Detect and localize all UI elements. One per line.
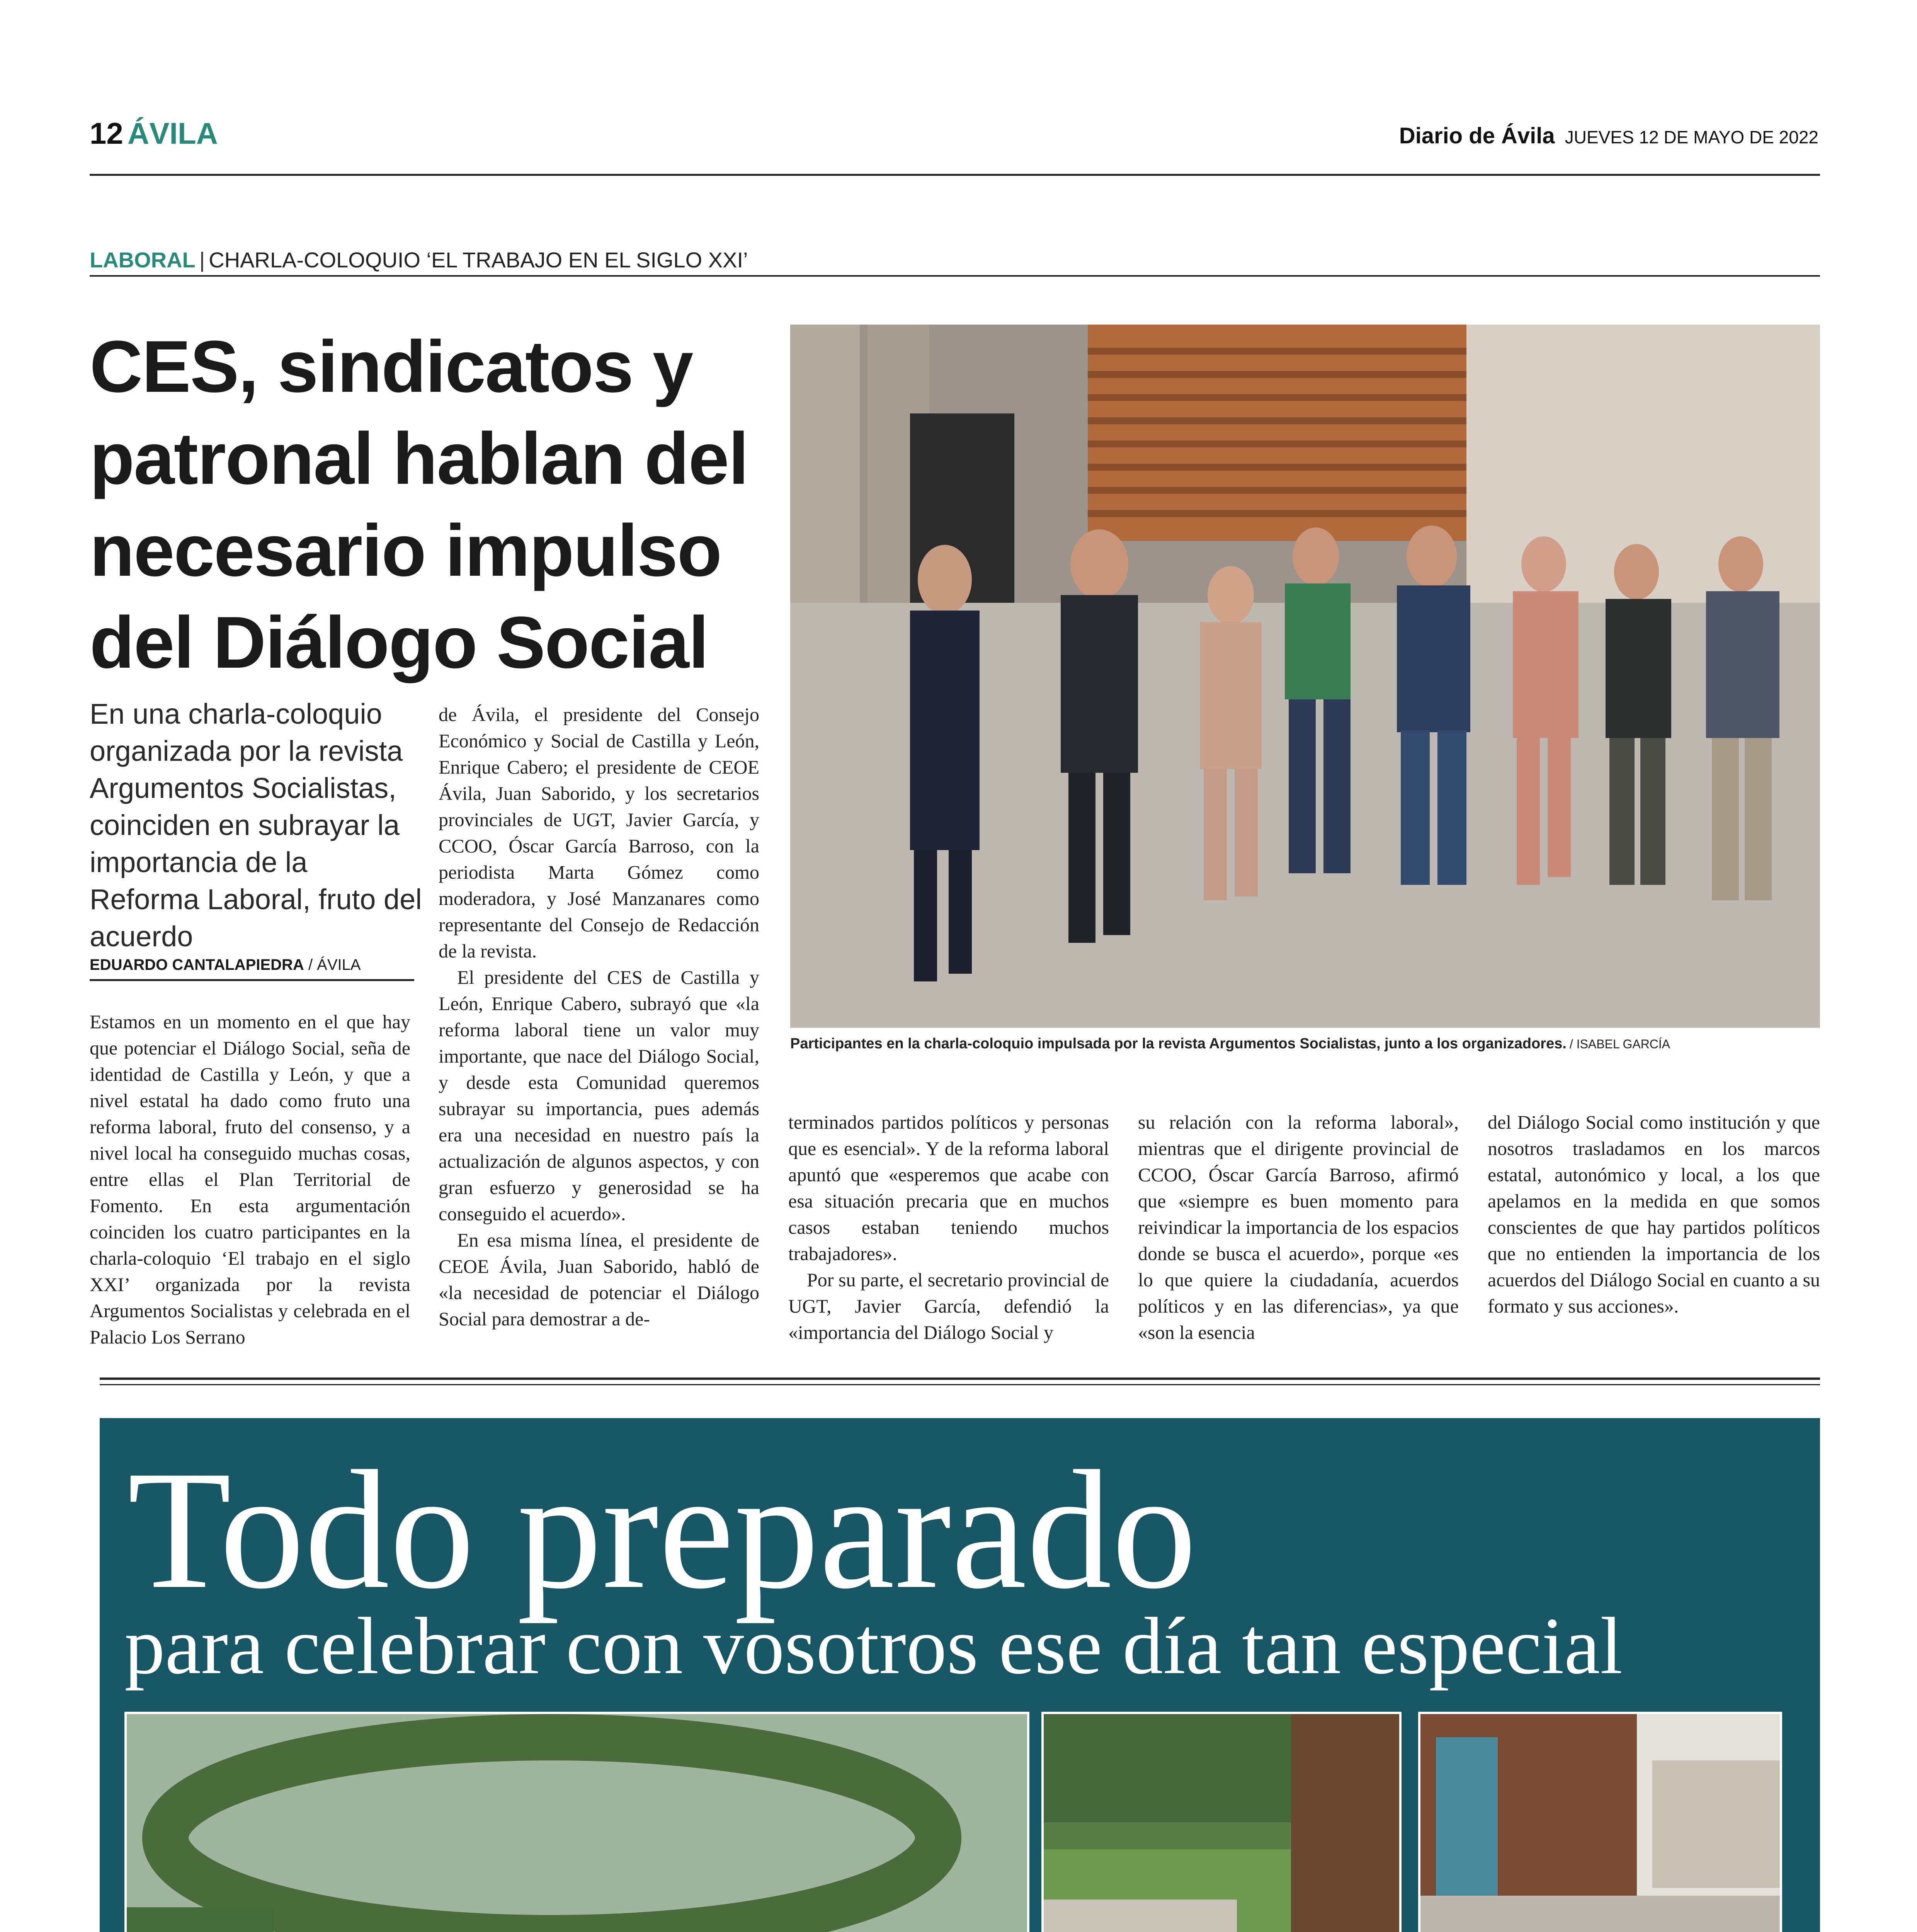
article-column-5 bbox=[1488, 1109, 1820, 1319]
article-column-2 bbox=[439, 701, 759, 1332]
ad-separator-top bbox=[100, 1378, 1820, 1380]
kicker bbox=[90, 247, 748, 272]
page-number: 12 bbox=[90, 116, 123, 150]
ad-title: Todo preparado bbox=[128, 1436, 1197, 1624]
publication-name: Diario de Ávila bbox=[1399, 123, 1555, 148]
group-photo-illustration bbox=[790, 325, 1820, 1028]
article-paragraph: terminados partidos políticos y personas que es esencial». Y de la reforma laboral apuntó que «esperemos que acabe con esa situación precaria que en muchos casos estaban teniendo muchos trabajadores». bbox=[788, 1111, 1109, 1264]
byline-author: EDUARDO CANTALAPIEDRA bbox=[90, 956, 304, 973]
ad-subtitle: para celebrar con vosotros ese día tan especial bbox=[124, 1601, 1623, 1691]
article-paragraph: Por su parte, el secretario provincial de UGT, Javier García, defendió la «importancia del Diálogo Social y bbox=[788, 1269, 1109, 1343]
ad-photo-garden bbox=[1041, 1712, 1402, 1932]
street-illustration bbox=[1420, 1714, 1780, 1932]
article-paragraph: Estamos en un momento en el que hay que potenciar el Diálogo Social, seña de identidad de Castilla y León, y que a nivel estatal ha dado como fruto una reforma laboral, fruto del consenso, y a nivel local ha conseguido muchas cosas, entre ellas el Plan Territorial de Fomento. En esta argumentación coinciden los cuatro participantes en la charla-coloquio ‘El trabajo en el siglo XXI’ organizada por la revista Argumentos Socialistas y celebrada en el Palacio Los Serrano bbox=[90, 1011, 410, 1348]
caption-text: Participantes en la charla-coloquio impulsada por la revista Argumentos Socialistas, junto a los organizadores. bbox=[790, 1036, 1567, 1052]
article-paragraph: de Ávila, el presidente del Consejo Económico y Social de Castilla y León, Enrique Cabero; el presidente de CEOE Ávila, Juan Saborido, y los secretarios provinciales de UGT, Javier García, y CCOO, Óscar García Barroso, con la periodista Marta Gómez como moderadora, y José Manzanares como representante del Consejo de Redacción de la revista. bbox=[439, 704, 759, 962]
article-paragraph: su relación con la reforma laboral», mientras que el dirigente provincial de CCOO, Óscar García Barroso, afirmó que «siempre es buen momento para reivindicar la importancia de los espacios donde se busca el acuerdo», porque «es lo que quiere la ciudadanía, acuerdos políticos y en las diferencias», ya que «son la esencia bbox=[1138, 1111, 1459, 1343]
ad-photo-terrace bbox=[124, 1712, 1029, 1932]
kicker-separator: | bbox=[199, 248, 205, 272]
article-photo bbox=[790, 325, 1820, 1028]
section-name: ÁVILA bbox=[128, 116, 218, 150]
garden-illustration bbox=[1044, 1714, 1399, 1932]
article-column-3 bbox=[788, 1109, 1109, 1345]
kicker-rule bbox=[90, 275, 1820, 277]
article-column-4 bbox=[1138, 1109, 1459, 1345]
article-paragraph: En esa misma línea, el presidente de CEOE Ávila, Juan Saborido, habló de «la necesidad de potenciar el Diálogo Social para demostrar a de- bbox=[439, 1229, 759, 1330]
article-paragraph: El presidente del CES de Castilla y León, Enrique Cabero, subrayó que «la reforma laboral tiene un valor muy importante, que nace del Diálogo Social, y desde esta Comunidad queremos subrayar su importancia, pues además era una necesidad en nuestro país la actualización de algunos aspectos, y con gran esfuerzo y generosidad se ha conseguido el acuerdo». bbox=[439, 966, 759, 1225]
publication-header bbox=[1399, 123, 1818, 149]
byline bbox=[90, 956, 414, 981]
kicker-category: LABORAL bbox=[90, 248, 196, 272]
photo-credit: / ISABEL GARCÍA bbox=[1569, 1037, 1670, 1051]
ad-separator-bottom bbox=[100, 1384, 1820, 1385]
article-paragraph: del Diálogo Social como institución y que nosotros trasladamos en los marcos estatal, autonómico y local, a los que apelamos en la medida en que somos conscientes de que hay partidos políticos que no entienden la importancia de los acuerdos del Diálogo Social en cuanto a su formato y sus acciones». bbox=[1488, 1111, 1820, 1317]
photo-caption bbox=[790, 1036, 1820, 1052]
kicker-topic: CHARLA-COLOQUIO ‘EL TRABAJO EN EL SIGLO XXI’ bbox=[209, 248, 748, 272]
article-column-1 bbox=[90, 1009, 410, 1350]
publication-date: JUEVES 12 DE MAYO DE 2022 bbox=[1565, 127, 1818, 147]
byline-location: / ÁVILA bbox=[308, 956, 361, 973]
headline: CES, sindicatos y patronal hablan del necesario impulso del Diálogo Social bbox=[90, 326, 748, 684]
ad-photo-street bbox=[1418, 1712, 1782, 1932]
terrace-illustration bbox=[127, 1714, 1027, 1932]
header-rule bbox=[90, 174, 1820, 176]
lede: En una charla-coloquio organizada por la revista Argumentos Socialistas, coinciden en subrayar la importancia de la Reforma Laboral, fruto del acuerdo bbox=[90, 698, 422, 952]
